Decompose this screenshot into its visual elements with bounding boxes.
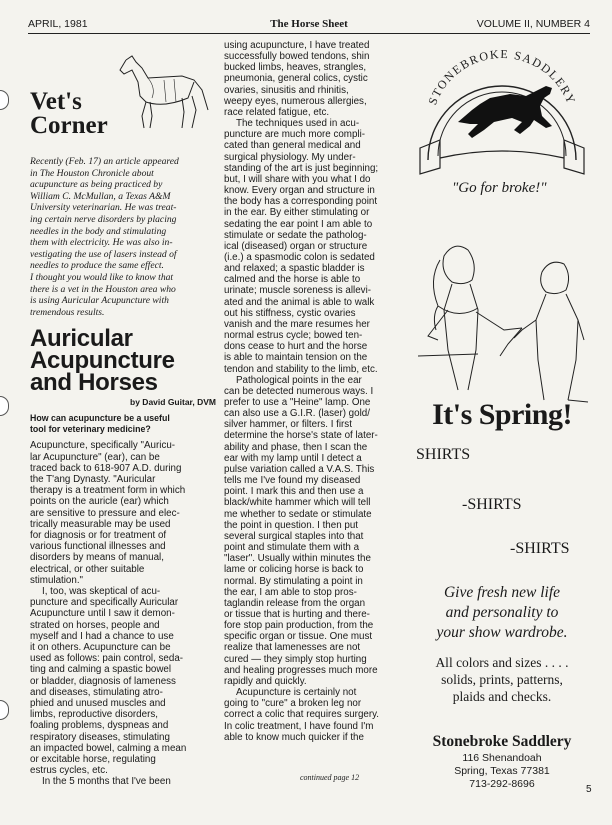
article-byline: by David Guitar, DVM <box>130 397 216 408</box>
ad-product-details: All colors and sizes . . . . solids, prints, patterns, plaids and checks. <box>435 655 569 704</box>
intro-note: Recently (Feb. 17) an article appeared in The Houston Chronicle about acupuncture as being practiced by William C. McMullan, a Texas A&M University veterinarian. He was treat- ing certain nerve disorders by placing needles in the body and stimulating them with electricity. He was also in- vestigating the use of lasers instead of needles to produce the same effect. I thought you would like to know that there is a vet in the Houston area who is using Auricular Acupuncture with tremendous results. <box>30 156 179 318</box>
article-body-col1: Acupuncture, specifically "Auricu- lar Acupuncture" (ear), can be traced back to 618-907 A.D. during the T'ang Dynasty. "Auricular therapy is a treatment form in which points on the auricle (ear) which are sensitive to pressure and elec- trically measurable may be used for diagnosis or for treatment of various functional illnesses and disorders by means of manual, electrical, or other suitable stimulation." I, too, was skeptical of acu- puncture and specifically Auricular Acupuncture until I saw it demon- strated on horses, people and myself and I had a chance to use it on others. Acupuncture can be used as follows: pain control, seda- ting and calming a spastic bowel or bladder, diagnosis of lameness and diseases, stimulating atro- phied and unused muscles and limbs, reproductive disorders, foaling problems, dyspneas and respiratory diseases, stimulating an impacted bowel, calming a mean or excitable horse, regulating estrus cycles, etc. In the 5 months that I've been <box>30 440 187 788</box>
issue-date: APRIL, 1981 <box>28 18 88 30</box>
shirts-label: SHIRTS <box>416 446 471 463</box>
badge-arc-text: STONEBROKE SADDLERY <box>425 46 579 107</box>
volume-number: VOLUME II, NUMBER 4 <box>476 18 590 30</box>
ad-tagline: "Go for broke!" <box>452 180 547 196</box>
page-header <box>28 16 590 34</box>
left-column <box>30 40 216 788</box>
rider-illustration <box>418 220 590 410</box>
store-address: 116 Shenandoah Spring, Texas 77381 713-292-8696 <box>454 752 550 790</box>
page-number: 5 <box>586 784 592 795</box>
binder-hole <box>0 700 9 720</box>
continued-note: continued page 12 <box>300 773 360 782</box>
saddlery-badge <box>414 40 590 240</box>
advertisement <box>414 40 590 800</box>
ad-slogan: Give fresh new life and personality to your show wardrobe. <box>436 584 568 641</box>
ad-headline: It's Spring! <box>432 398 572 431</box>
running-horse-icon <box>458 86 552 138</box>
article-title: Auricular Acupuncture and Horses <box>30 325 175 397</box>
shirts-label: -SHIRTS <box>462 496 522 513</box>
article-question: How can acupuncture be a useful tool for veterinary medicine? <box>30 413 170 434</box>
store-name: Stonebroke Saddlery <box>432 733 572 750</box>
middle-column: using acupuncture, I have treated successfully bowed tendons, shin bucked limbs, heaves, strangles, pneumonia, general colics, cystic ovaries, sinusitis and rhinitis, weepy eyes, numerous allergies, race related fatigue, etc. The techniques used in acu- puncture are much more compli- cated than general medical and surgical physiology. My under- standing of the art is just beginning; but, I will share with you what I do know. Every organ and structure in the body has a corresponding point in the ear. By either stimulating or sedating the ear point I am able to stimulate or sedate the patholog- ical (diseased) organ or structure (i.e.) a spasmodic colon is sedated and relaxed; a spastic bladder is calmed and the horse is able to urinate; muscle soreness is allevi- ated and the animal is able to walk out his stiffness, cystic ovaries vanish and the mare resumes her normal estrus cycle; bowed ten- dons cease to hurt and the horse is able to maintain tension on the tendon and stability to the limb, etc. Pathological points in the ear can be detected numerous ways. I prefer to use a "Heine" lamp. One can also use a G.I.R. (laser) gold/ silver hammer, or filters. I first determine the horse's state of later- ability and phase, then I scan the ear with my lamp until I detect a pulse variation called a V.A.S. This tells me I've found my diseased point. I mark this and then use a black/white hammer which will tell me whether to sedate or stimulate the point in question. I then put several surgical staples into that point and stimulate them with a "laser". Usually within minutes the lame or colicing horse is back to normal. By stimulating a point in the ear, I am able to stop pros- taglandin release from the organ or tissue that is hurting and there- fore stop pain production, from the specific organ or tissue. One must realize that lamenesses are not cured — they simply stop hurting and healing progresses much more rapidly and quickly. Acupuncture is certainly not going to "cure" a broken leg nor correct a colic that requires surgery. In colic treatment, I have found I'm able to know much quicker if the <box>224 40 379 743</box>
binder-hole <box>0 396 9 416</box>
shirts-label: -SHIRTS <box>510 540 570 557</box>
column-title: Vet's Corner <box>30 88 108 139</box>
publication-title: The Horse Sheet <box>270 18 348 30</box>
binder-hole <box>0 90 9 110</box>
